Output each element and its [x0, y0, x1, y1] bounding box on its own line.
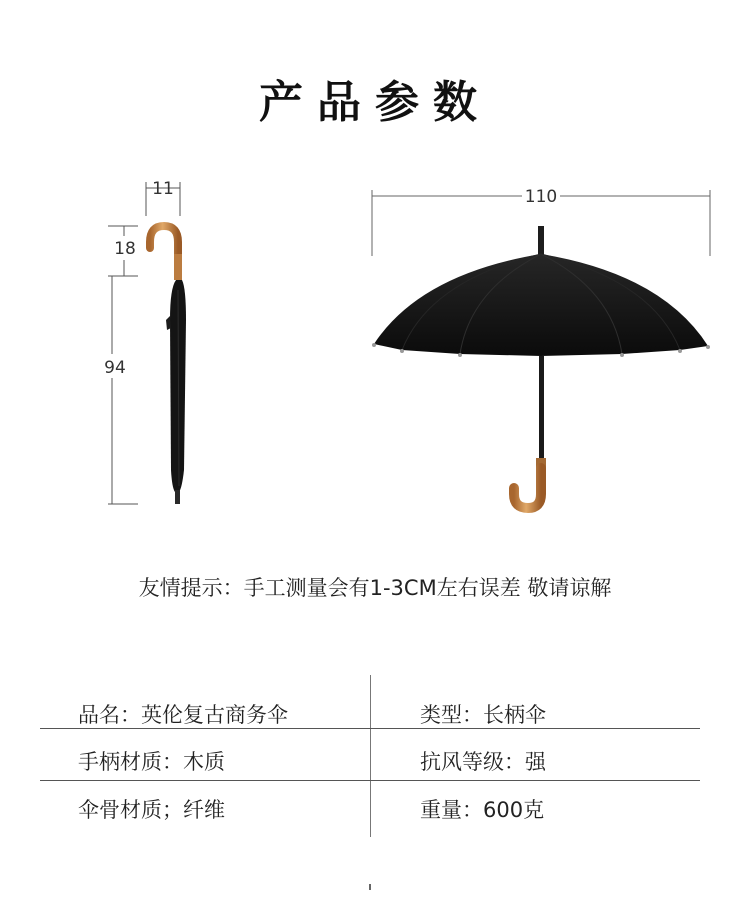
spec-row-divider	[40, 728, 700, 729]
measurement-tip: 友情提示：手工测量会有1-3CM左右误差 敬请谅解	[138, 576, 612, 600]
handle-width-label: 11	[152, 179, 174, 199]
handle-width-dimension	[146, 179, 180, 216]
open-diameter-label: 110	[524, 187, 558, 207]
handle-height-dimension	[108, 226, 138, 276]
spec-row-divider	[40, 780, 700, 781]
spec-product-name: 品名：英伦复古商务伞	[78, 703, 288, 727]
umbrella-dimension-figure	[0, 170, 750, 530]
spec-type: 类型：长柄伞	[420, 703, 546, 727]
spec-rib-material: 伞骨材质；纤维	[78, 798, 225, 822]
spec-table	[40, 675, 700, 837]
spec-weight: 重量：600克	[420, 798, 545, 822]
spec-handle-material: 手柄材质：木质	[78, 750, 225, 774]
folded-length-dimension	[104, 276, 138, 504]
handle-height-label: 18	[114, 239, 136, 259]
page-title: 产品参数	[259, 77, 491, 128]
spec-wind-resistance: 抗风等级：强	[420, 750, 546, 774]
folded-length-label: 94	[104, 358, 126, 378]
spec-table-column-divider	[370, 675, 371, 837]
page-end-marker	[369, 884, 371, 890]
open-umbrella	[372, 226, 710, 508]
folded-umbrella	[150, 226, 186, 504]
